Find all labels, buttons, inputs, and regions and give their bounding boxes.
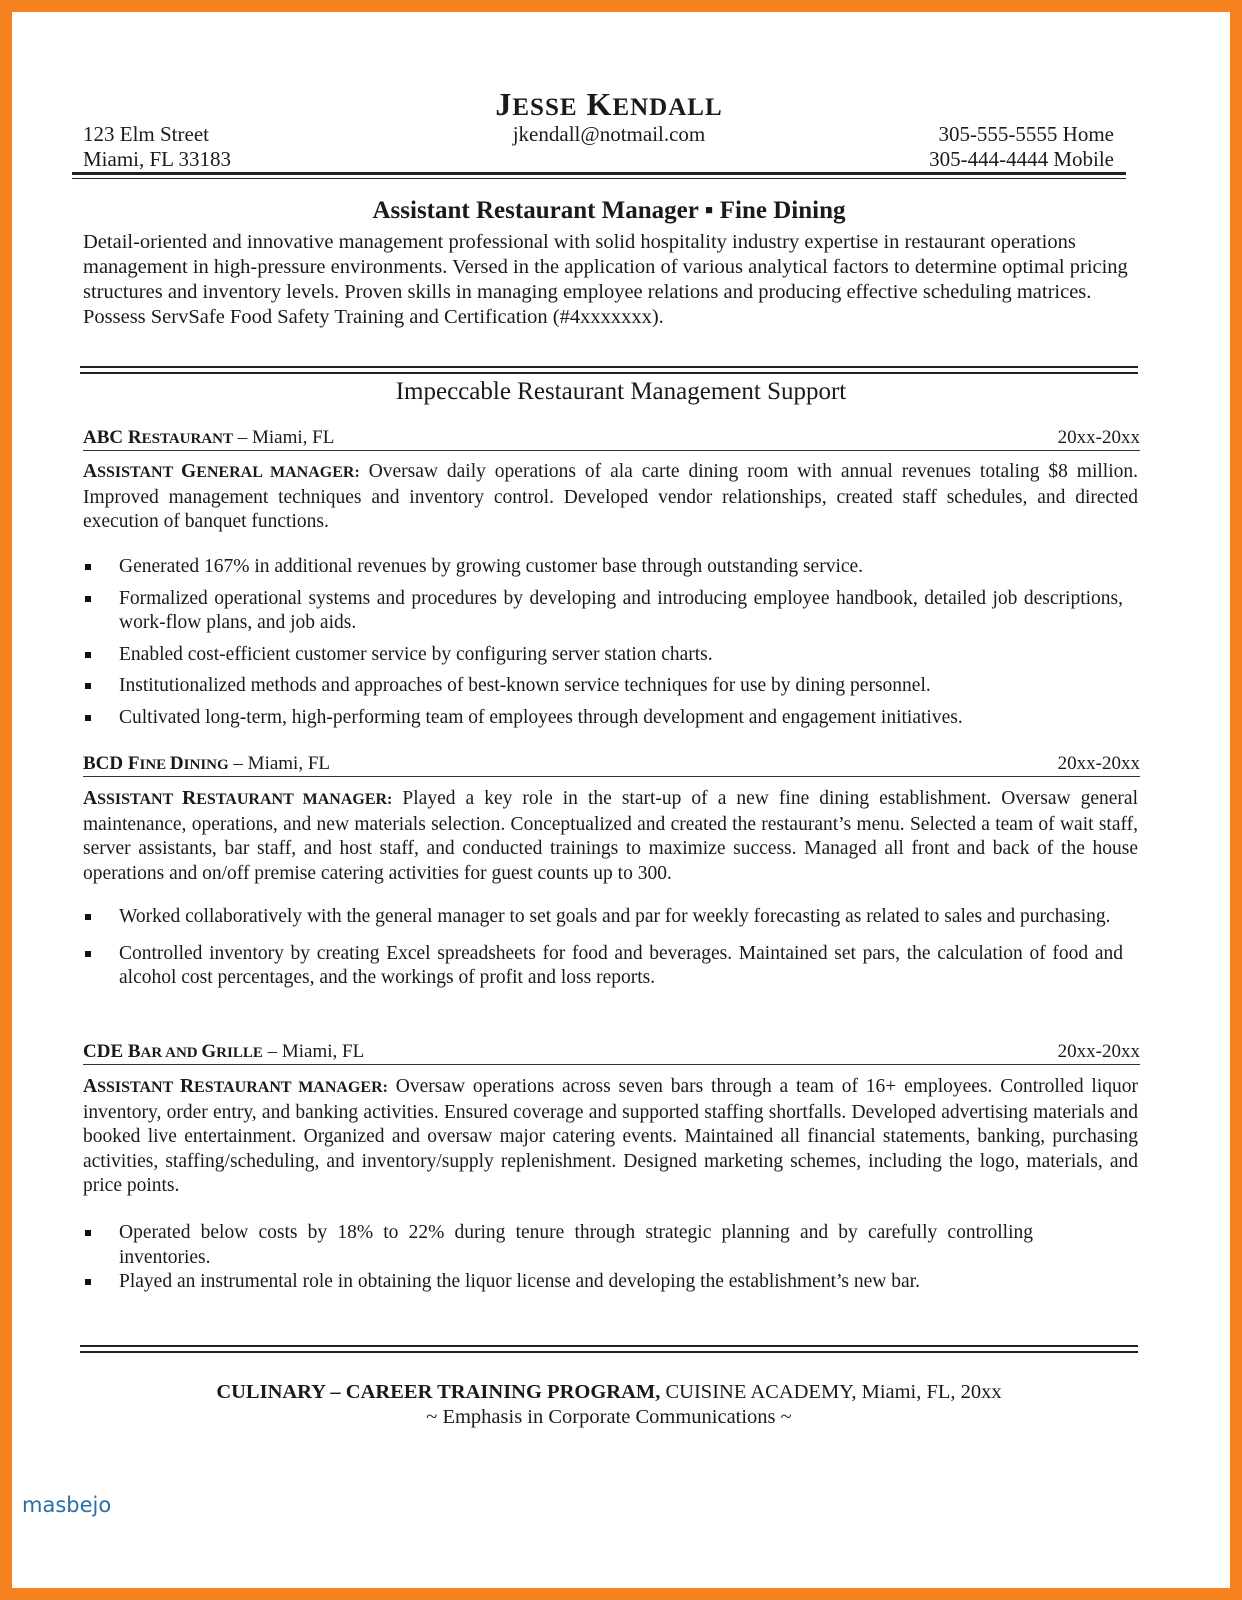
section-heading: Impeccable Restaurant Management Support [395,378,847,405]
job-dates: 20xx-20xx [1057,1041,1140,1062]
phone-block [929,122,1114,172]
job-role: ASSISTANT RESTAURANT MANAGER: [83,788,393,809]
watermark-logo: masbejo [22,1493,112,1517]
address-line-2: Miami, FL 33183 [83,147,231,171]
job-header-1 [83,427,1140,451]
job-location: – Miami, FL [262,1041,365,1062]
list-item: Institutionalized methods and approaches of best-known service techniques for use by dining personnel. [83,674,1123,699]
list-item: Cultivated long-term, high-performing team of employees through development and engagement initiatives. [83,706,1123,731]
list-item: Formalized operational systems and procedures by developing and introducing employee handbook, detailed job descriptions, work-flow plans, and job aids. [83,587,1123,636]
job-header-2 [83,753,1140,777]
resume-title: Assistant Restaurant Manager ▪ Fine Dining [372,197,846,224]
job-description-2: ASSISTANT RESTAURANT MANAGER: Played a key role in the start-up of a new fine dining establishment. Oversaw general maintenance, operations, and new materials selection. Conceptualized and created the restaurant’s menu. Selected a team of wait staff, server assistants, bar staff, and host staff, and conducted trainings to maximize success. Managed all front and back of the house operations and on/off premise catering activities for guest counts up to 300. [83,788,1138,884]
job-role: ASSISTANT RESTAURANT MANAGER: [83,1076,388,1097]
job-bullets-2 [83,905,1123,991]
list-item: Worked collaboratively with the general manager to set goals and par for weekly forecasting as related to sales and purchasing. [83,905,1123,930]
job-header-3 [83,1041,1140,1065]
list-item: Generated 167% in additional revenues by growing customer base through outstanding service. [83,555,1123,580]
email: jkendall@notmail.com [512,122,706,146]
list-item: Played an instrumental role in obtaining the liquor license and developing the establishment’s new bar. [83,1270,1123,1295]
education-divider [80,1345,1138,1353]
company-name: CDE BAR AND GRILLE [83,1041,263,1062]
phone-home: 305-555-5555 Home [938,122,1114,146]
phone-mobile: 305-444-4444 Mobile [929,147,1114,171]
job-role: ASSISTANT GENERAL MANAGER: [83,461,360,482]
address-line-1: 123 Elm Street [83,122,209,146]
job-location: – Miami, FL [233,427,335,448]
candidate-name: JESSE KENDALL [495,86,723,122]
job-dates: 20xx-20xx [1057,753,1140,774]
company-name: ABC RESTAURANT [83,427,233,448]
company-name: BCD FINE DINING [83,753,229,774]
list-item: Controlled inventory by creating Excel spreadsheets for food and beverages. Maintained set pars, the calculation of food and alcohol cost percentages, and the workings of profit and loss reports. [83,942,1123,991]
education-program: CULINARY – CAREER TRAINING PROGRAM, CUISINE ACADEMY, Miami, FL, 20xx [216,1381,1002,1403]
job-dates: 20xx-20xx [1057,427,1140,448]
section-divider [80,366,1138,374]
summary-paragraph: Detail-oriented and innovative management professional with solid hospitality industry expertise in restaurant operations management in high-pressure environments. Versed in the application of various analytical factors to determine optimal pricing structures and inventory levels. Proven skills in managing employee relations and producing effective scheduling matrices. Possess ServSafe Food Safety Training and Certification (#4xxxxxxx). [83,231,1128,328]
job-description-1: ASSISTANT GENERAL MANAGER: Oversaw daily operations of ala carte dining room with annual revenues totaling $8 million. Improved management techniques and inventory control. Developed vendor relationships, created staff schedules, and directed execution of banquet functions. [83,461,1139,532]
job-bullets-1 [83,555,1123,730]
job-location: – Miami, FL [228,753,331,774]
list-item: Operated below costs by 18% to 22% during tenure through strategic planning and by carefully controlling inventories. [83,1221,1123,1270]
job-bullets-3 [83,1221,1123,1295]
header-divider [72,172,1126,179]
education-emphasis: ~ Emphasis in Corporate Communications ~ [426,1406,792,1428]
job-description-3: ASSISTANT RESTAURANT MANAGER: Oversaw operations across seven bars through a team of 16+ employees. Controlled liquor inventory, order entry, and banking activities. Ensured coverage and supported staffing shortfalls. Developed advertising materials and booked live entertainment. Organized and oversaw major catering events. Maintained all financial statements, banking, purchasing activities, staffing/scheduling, and inventory/supply replenishment. Designed marketing schemes, including the logo, materials, and price points. [83,1076,1139,1196]
list-item: Enabled cost-efficient customer service by configuring server station charts. [83,643,1123,668]
